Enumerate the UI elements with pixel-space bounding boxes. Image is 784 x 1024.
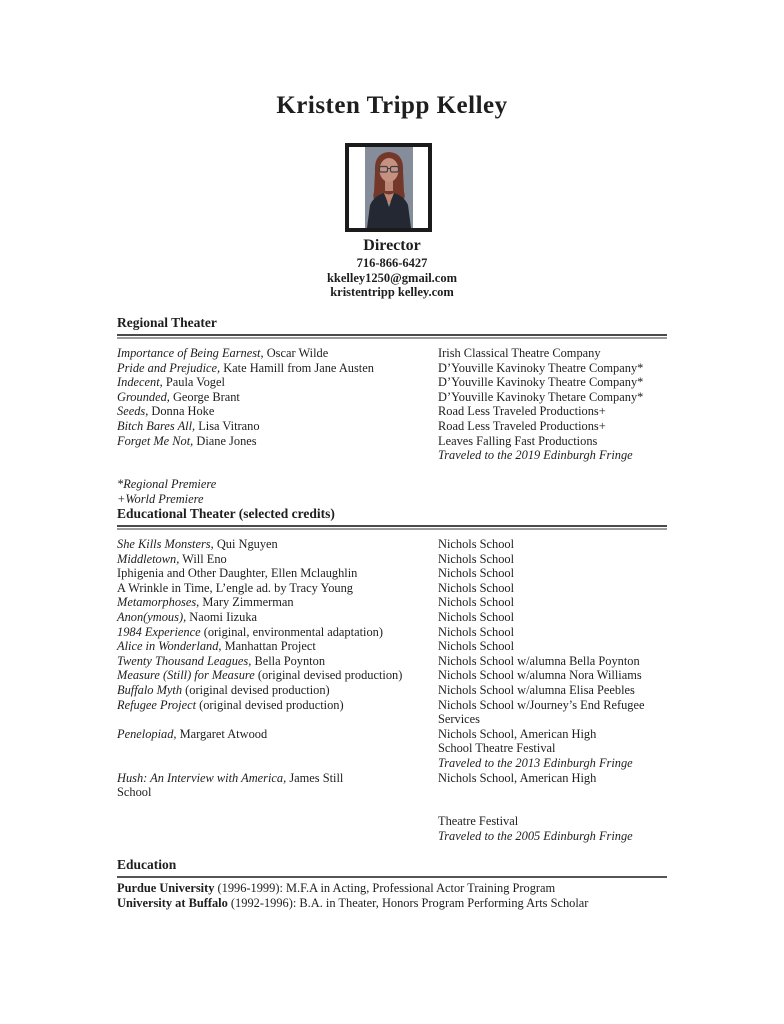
credit-title: Measure (Still) for Measure (original devised production): [117, 668, 403, 683]
headshot-photo: [345, 143, 432, 232]
credit-venue: Nichols School: [438, 639, 515, 654]
credit-row: [117, 581, 667, 596]
headshot-illustration: [365, 147, 413, 228]
credit-row: [117, 566, 667, 581]
education-entry-list: [117, 881, 667, 911]
credit-title: Pride and Prejudice, Kate Hamill from Jane Austen: [117, 360, 374, 375]
credit-title: Penelopiad, Margaret Atwood: [117, 726, 268, 741]
credit-row: [117, 610, 667, 625]
credit-venue: Nichols School w/alumna Bella Poynton: [438, 653, 640, 668]
credit-venue: Nichols School: [438, 609, 515, 624]
credit-title: Twenty Thousand Leagues, Bella Poynton: [117, 653, 326, 668]
credit-title: Importance of Being Earnest, Oscar Wilde: [117, 346, 329, 360]
footnotes: [117, 477, 667, 506]
credit-row: [117, 537, 667, 552]
contact-block: [0, 237, 784, 300]
credit-row: [117, 727, 667, 771]
credit-title: She Kills Monsters, Qui Nguyen: [117, 537, 278, 551]
credit-title: Buffalo Myth (original devised production): [117, 682, 330, 697]
credit-venue: Nichols School: [438, 537, 515, 551]
education-entry: University at Buffalo (1992-1996): B.A. in Theater, Honors Program Performing Arts Scholar: [117, 896, 589, 910]
credit-venue: Nichols School, American High Theatre Festival Traveled to the 2005 Edinburgh Fringe: [438, 770, 633, 843]
credit-venue: Leaves Falling Fast Productions Traveled to the 2019 Edinburgh Fringe: [438, 433, 633, 463]
credit-title: Forget Me Not, Diane Jones: [117, 433, 257, 448]
credit-venue: Nichols School w/alumna Elisa Peebles: [438, 682, 635, 697]
credit-row: [117, 771, 667, 844]
credit-title: Hush: An Interview with America, James Still School: [117, 770, 344, 800]
regional-credit-list: [117, 346, 667, 463]
credit-row: [117, 698, 667, 727]
credit-row: [117, 625, 667, 640]
section-regional-theater: [117, 314, 667, 507]
section-education: [117, 856, 667, 911]
credit-row: [117, 654, 667, 669]
section-heading: Educational Theater (selected credits): [117, 506, 335, 521]
credit-venue: Nichols School w/alumna Nora Williams: [438, 668, 642, 683]
credit-venue: Nichols School: [438, 551, 515, 566]
credit-title: Indecent, Paula Vogel: [117, 375, 225, 390]
footnote: *Regional Premiere: [117, 477, 217, 492]
credit-row: [117, 361, 667, 376]
credit-row: [117, 404, 667, 419]
credit-venue: Road Less Traveled Productions+: [438, 404, 606, 419]
education-entry: Purdue University (1996-1999): M.F.A in Acting, Professional Actor Training Program: [117, 881, 556, 895]
credit-venue: Nichols School: [438, 624, 515, 639]
section-divider: [117, 876, 667, 878]
section-divider: [117, 334, 667, 339]
credit-venue: Road Less Traveled Productions+: [438, 418, 606, 433]
credit-title: Grounded, George Brant: [117, 389, 240, 404]
credit-venue: Nichols School: [438, 580, 515, 595]
credit-row: [117, 390, 667, 405]
section-educational-theater: [117, 505, 667, 843]
email-address: kkelley1250@gmail.com: [326, 270, 458, 285]
credit-row: [117, 375, 667, 390]
credit-title: Refugee Project (original devised production): [117, 697, 344, 712]
credit-title: Middletown, Will Eno: [117, 551, 227, 566]
credit-venue: Irish Classical Theatre Company: [438, 346, 601, 360]
credit-venue: Nichols School: [438, 595, 515, 610]
credit-title: Anon(ymous), Naomi Iizuka: [117, 609, 258, 624]
credit-row: [117, 668, 667, 683]
section-heading: Regional Theater: [117, 315, 217, 330]
credit-venue: Nichols School, American High School Theatre Festival Traveled to the 2013 Edinburgh Fringe: [438, 726, 633, 770]
credit-title: Seeds, Donna Hoke: [117, 404, 215, 419]
credit-row: [117, 552, 667, 567]
credit-row: [117, 419, 667, 434]
credit-title: Bitch Bares All, Lisa Vitrano: [117, 418, 260, 433]
credit-title: Iphigenia and Other Daughter, Ellen Mclaughlin: [117, 566, 358, 581]
credit-title: Alice in Wonderland, Manhattan Project: [117, 639, 316, 654]
credit-row: [117, 595, 667, 610]
credit-title: A Wrinkle in Time, L’engle ad. by Tracy Young: [117, 580, 353, 595]
credit-title: 1984 Experience (original, environmental adaptation): [117, 624, 383, 639]
credit-venue: Nichols School: [438, 566, 515, 581]
page-title: Kristen Tripp Kelley: [276, 92, 508, 119]
credit-venue: Nichols School w/Journey’s End Refugee Services: [438, 697, 645, 727]
section-heading: Education: [117, 857, 177, 872]
credit-row: [117, 639, 667, 654]
credit-venue: D’Youville Kavinoky Theatre Company*: [438, 375, 644, 390]
credit-row: [117, 683, 667, 698]
credit-venue: D’Youville Kavinoky Theatre Company*: [438, 360, 644, 375]
credit-title: Metamorphoses, Mary Zimmerman: [117, 595, 294, 610]
role-title: Director: [363, 237, 421, 254]
credit-venue: D’Youville Kavinoky Thetare Company*: [438, 389, 644, 404]
credit-row: [117, 346, 667, 361]
educational-credit-list: [117, 537, 667, 843]
website-url: kristentripp kelley.com: [330, 285, 454, 300]
footnote: +World Premiere: [117, 491, 204, 506]
phone-number: 716-866-6427: [356, 256, 428, 270]
section-divider: [117, 525, 667, 530]
credit-row: [117, 434, 667, 463]
